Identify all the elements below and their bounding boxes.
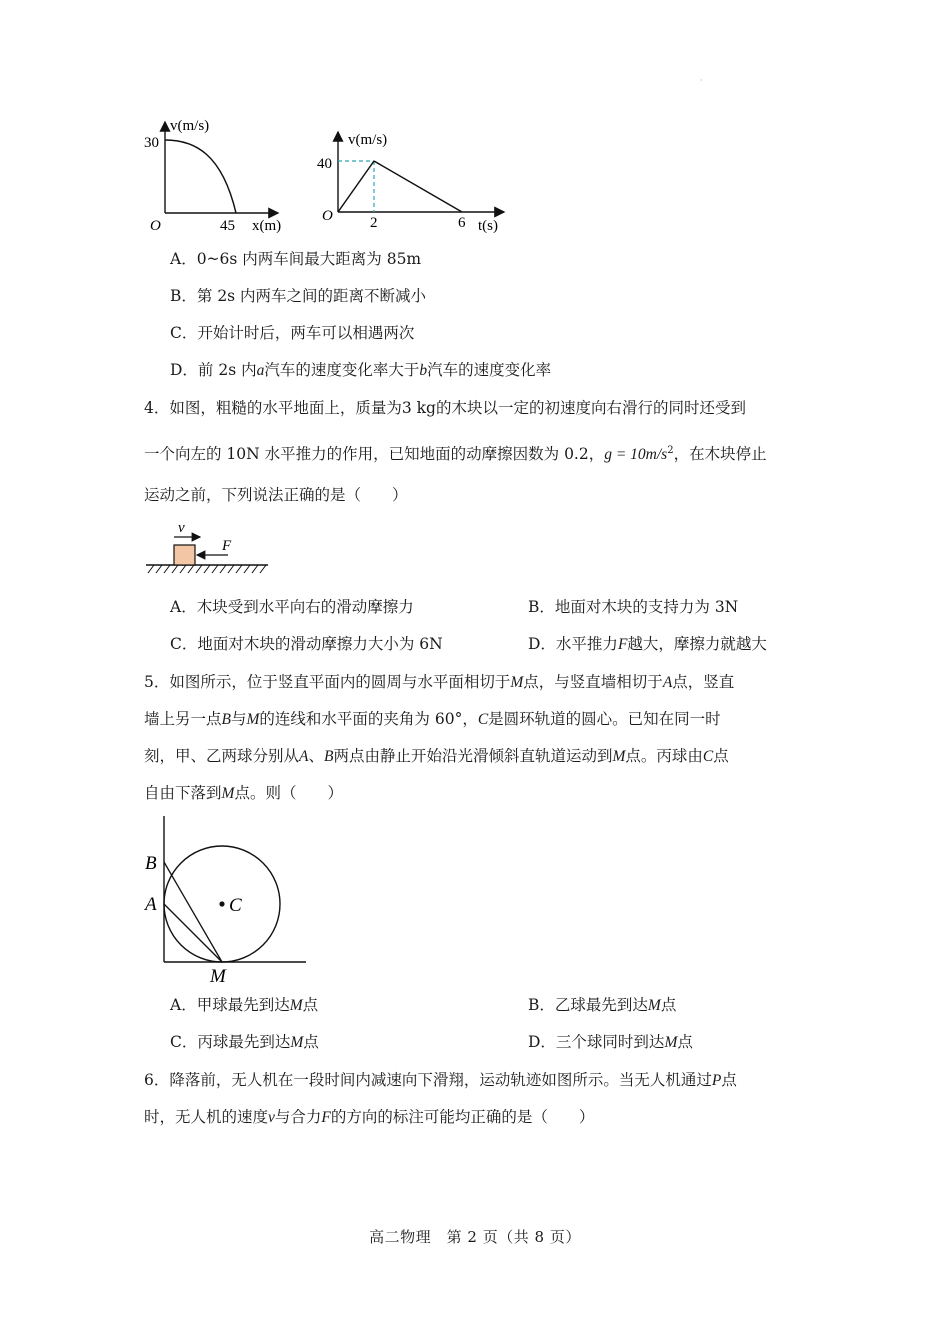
vt-x-tick-2: 2 bbox=[370, 215, 378, 231]
vx-origin: O bbox=[150, 218, 161, 234]
q5-option-c: C．丙球最先到达M点 bbox=[170, 1033, 319, 1051]
q4-option-a: A．木块受到水平向右的滑动摩擦力 bbox=[170, 598, 414, 616]
q5-stem-line-1: 5．如图所示，位于竖直平面内的圆周与水平面相切于M点，与竖直墙相切于A点，竖直 bbox=[144, 673, 735, 691]
scan-dot: · bbox=[700, 76, 703, 85]
q5-stem-line-2: 墙上另一点B与M的连线和水平面的夹角为 60°，C是圆环轨道的圆心。已知在同一时 bbox=[144, 710, 721, 728]
vx-x-label: x(m) bbox=[252, 218, 282, 234]
vt-graph bbox=[314, 126, 514, 236]
q3-option-a: A．0~6s 内两车间最大距离为 85m bbox=[170, 250, 422, 268]
center-point bbox=[219, 901, 224, 906]
velocity-label: v bbox=[178, 520, 185, 536]
vt-x-tick-6: 6 bbox=[458, 215, 466, 231]
vt-origin: O bbox=[322, 208, 333, 224]
q4-stem-line-2: 一个向左的 10N 水平推力的作用，已知地面的动摩擦因数为 0.2，$g = 10m/s^2$，在木块停止 bbox=[144, 445, 767, 464]
point-a-label: A bbox=[145, 894, 157, 915]
vt-y-label: v(m/s) bbox=[348, 132, 388, 148]
q6-stem-line-1: 6．降落前，无人机在一段时间内减速向下滑翔，运动轨迹如图所示。当无人机通过P点 bbox=[144, 1071, 737, 1089]
q4-stem-line-1: 4．如图，粗糙的水平地面上，质量为3 kg的木块以一定的初速度向右滑行的同时还受到 bbox=[144, 399, 746, 417]
force-label: F bbox=[222, 538, 232, 554]
q3-option-d: D．前 2s 内a汽车的速度变化率大于b汽车的速度变化率 bbox=[170, 361, 552, 379]
vt-x-label: t(s) bbox=[478, 218, 498, 234]
q3-option-b: B．第 2s 内两车之间的距离不断减小 bbox=[170, 287, 427, 305]
circle-figure bbox=[140, 812, 315, 984]
q4-option-d: D．水平推力F越大，摩擦力就越大 bbox=[528, 635, 767, 653]
q6-stem-line-2: 时，无人机的速度v与合力F的方向的标注可能均正确的是（ ） bbox=[144, 1108, 595, 1126]
vx-y-label: v(m/s) bbox=[170, 118, 210, 134]
vx-x-tick: 45 bbox=[220, 218, 235, 234]
q5-option-a: A．甲球最先到达M点 bbox=[170, 996, 319, 1014]
page-footer: 高二物理 第 2 页（共 8 页） bbox=[369, 1228, 581, 1246]
q5-stem-line-3: 刻，甲、乙两球分别从A、B两点由静止开始沿光滑倾斜直轨道运动到M点。丙球由C点 bbox=[144, 747, 729, 765]
q4-option-b: B．地面对木块的支持力为 3N bbox=[528, 598, 739, 616]
point-b-label: B bbox=[145, 853, 157, 874]
q5-stem-line-4: 自由下落到M点。则（ ） bbox=[144, 784, 343, 802]
vx-y-tick: 30 bbox=[144, 135, 159, 151]
q4-stem-line-3: 运动之前，下列说法正确的是（ ） bbox=[144, 486, 408, 504]
q5-option-d: D．三个球同时到达M点 bbox=[528, 1033, 693, 1051]
q4-option-c: C．地面对木块的滑动摩擦力大小为 6N bbox=[170, 635, 443, 653]
wood-block bbox=[174, 545, 195, 565]
point-c-label: C bbox=[229, 895, 242, 916]
vx-graph bbox=[140, 112, 290, 240]
point-m-label: M bbox=[210, 966, 226, 984]
vt-y-tick: 40 bbox=[317, 156, 332, 172]
q5-option-b: B．乙球最先到达M点 bbox=[528, 996, 677, 1014]
block-figure bbox=[140, 516, 280, 580]
q3-option-c: C．开始计时后，两车可以相遇两次 bbox=[170, 324, 415, 342]
